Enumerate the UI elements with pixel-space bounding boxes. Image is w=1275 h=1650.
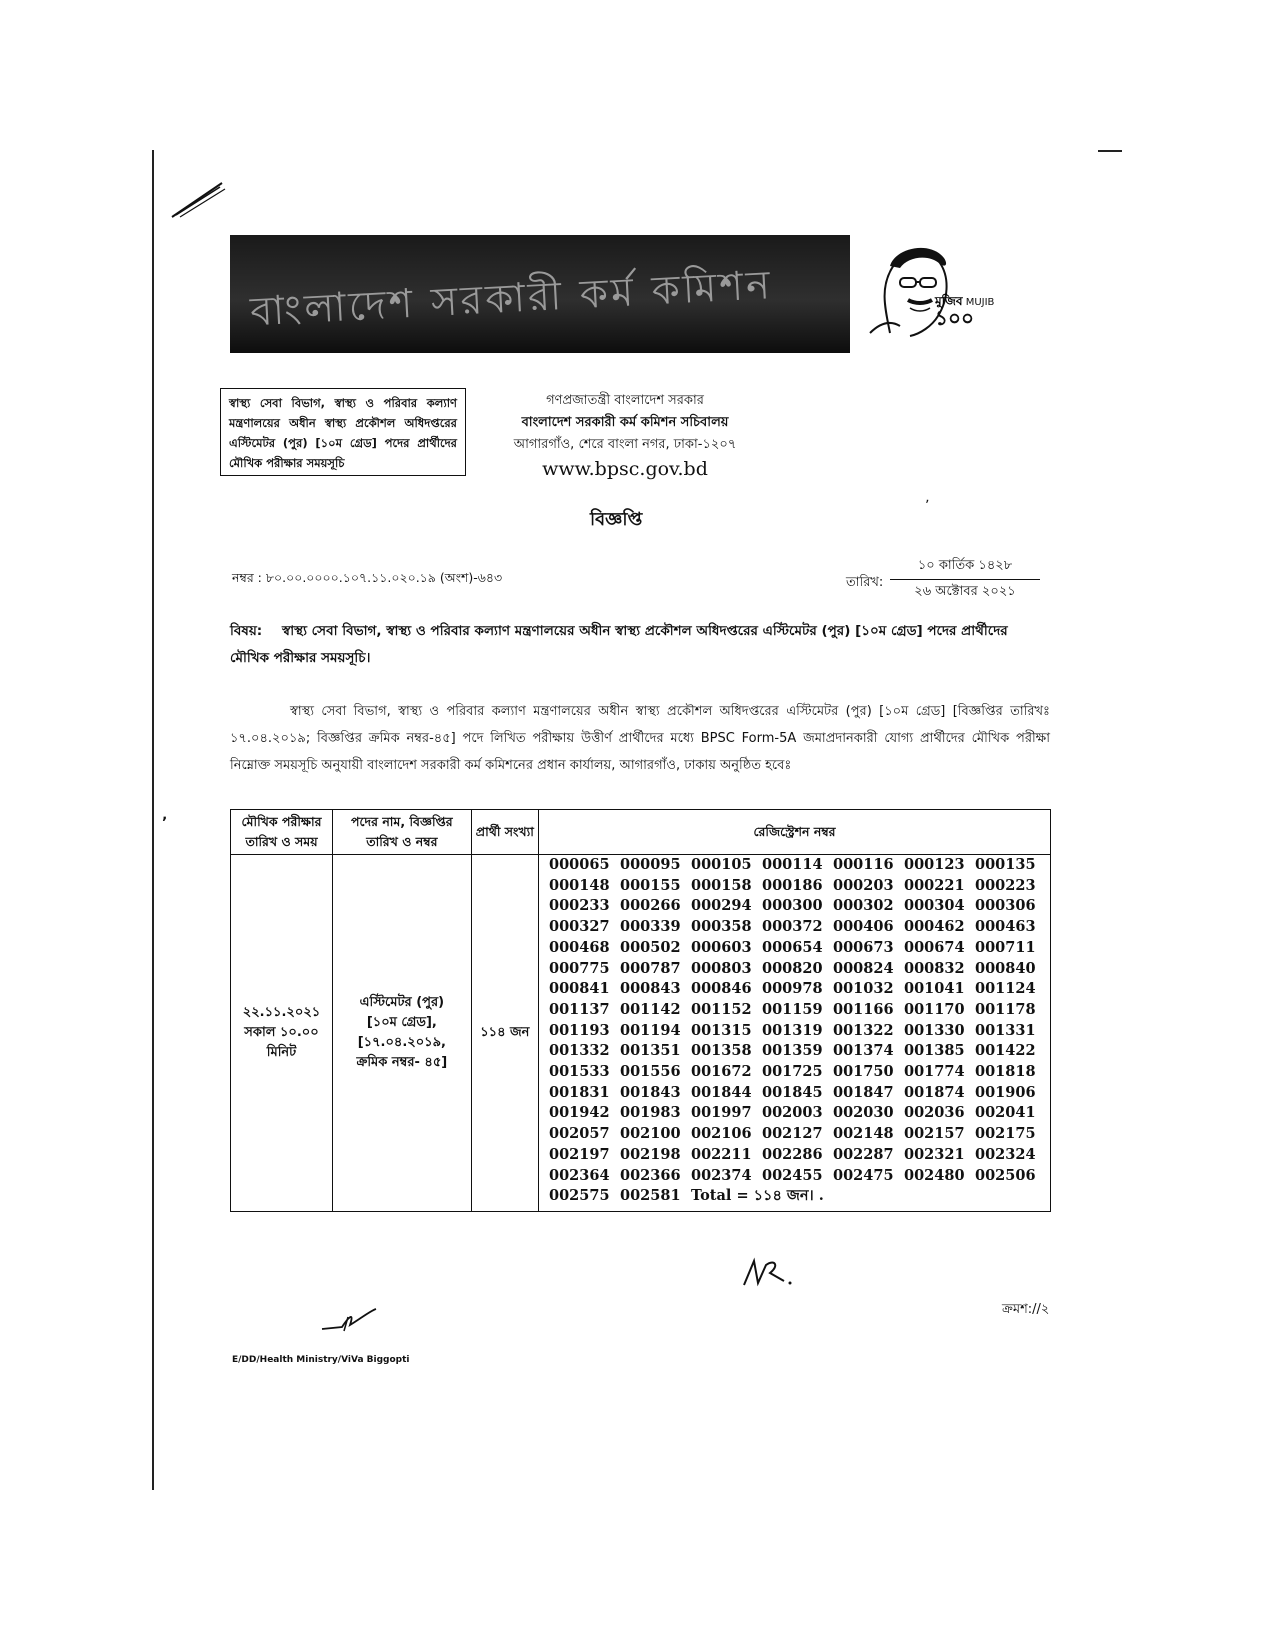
registration-number: 001142	[620, 1000, 681, 1018]
registration-number: 002321	[904, 1145, 965, 1163]
registration-number: 001818	[975, 1063, 1036, 1081]
registration-number: 000158	[691, 876, 752, 894]
registration-number: 000233	[549, 897, 610, 915]
registration-number: 000327	[549, 918, 610, 936]
registration-number: 001166	[833, 1000, 894, 1018]
registration-number: 000462	[904, 918, 965, 936]
notice-paragraph: স্বাস্থ্য সেবা বিভাগ, স্বাস্থ্য ও পরিবার কল্যাণ মন্ত্রণালয়ের অধীন স্বাস্থ্য প্রকৌশল অধিদপ্তরের এস্টিমেটর (পুর) [১০ম গ্রেড] [বিজ্ঞপ্তির তারিখঃ ১৭.০৪.২০১৯; বিজ্ঞপ্তির ক্রমিক নম্বর-৪৫] পদে লিখিত পরীক্ষায় উত্তীর্ণ প্রার্থীদের মধ্যে BPSC Form-5A জমাপ্রদানকারী যোগ্য প্রার্থীদের মৌখিক পরীক্ষা নিম্নোক্ত সময়সূচি অনুযায়ী বাংলাদেশ সরকারী কর্ম কমিশনের প্রধান কার্যালয়, আগারগাঁও, ঢাকায় অনুষ্ঠিত হবেঃ	[230, 704, 1050, 773]
registration-number: 002197	[549, 1145, 610, 1163]
government-name: গণপ্রজাতন্ত্রী বাংলাদেশ সরকার	[546, 393, 704, 408]
mujib-logo-number: ১০০	[935, 306, 974, 330]
registration-number: 001874	[904, 1083, 965, 1101]
registration-number: 001906	[975, 1083, 1036, 1101]
registration-number: 000339	[620, 918, 681, 936]
registration-number: 000358	[691, 918, 752, 936]
commission-banner	[230, 235, 850, 353]
office-address: আগারগাঁও, শেরে বাংলা নগর, ঢাকা-১২০৭	[513, 437, 737, 452]
registration-number: 000843	[620, 980, 681, 998]
registration-number: 002100	[620, 1125, 681, 1143]
registration-number: 000841	[549, 980, 610, 998]
registration-number: 000223	[975, 876, 1036, 894]
letterhead	[500, 390, 750, 482]
banner-org-name: বাংলাদেশ সরকারী কর্ম কমিশন	[249, 262, 775, 336]
registration-number: 000114	[762, 856, 823, 873]
registration-number: 002157	[904, 1125, 965, 1143]
mujib-100-badge	[935, 295, 994, 328]
registration-number: 001997	[691, 1104, 752, 1122]
header-candidate-count: প্রার্থী সংখ্যা	[471, 810, 538, 855]
table-header-row	[231, 810, 1051, 855]
registration-number: 002057	[549, 1125, 610, 1143]
registration-number: 000846	[691, 980, 752, 998]
registration-number: 000302	[833, 897, 894, 915]
registration-number: 002480	[904, 1166, 965, 1184]
post-serial: ক্রমিক নম্বর- ৪৫]	[356, 1054, 448, 1070]
registration-number: 001774	[904, 1063, 965, 1081]
registration-number: 000803	[691, 959, 752, 977]
schedule-table	[230, 809, 1051, 1212]
registration-number: 000266	[620, 897, 681, 915]
registration-number: 001194	[620, 1021, 681, 1039]
registration-number: 000372	[762, 918, 823, 936]
memo-number: নম্বর : ৮০.০০.০০০০.১০৭.১১.০২০.১৯ (অংশ)-৬৪৩	[232, 570, 503, 585]
registration-number: 002324	[975, 1145, 1036, 1163]
registration-number: 001385	[904, 1042, 965, 1060]
notice-title: বিজ্ঞপ্তি	[590, 509, 643, 530]
registration-number: 001672	[691, 1063, 752, 1081]
footer-file-reference: E/DD/Health Ministry/ViVa Biggopti	[232, 1355, 410, 1365]
exam-time-unit: মিনিট	[266, 1044, 297, 1060]
registration-number: 000306	[975, 897, 1036, 915]
registration-number: 001533	[549, 1063, 610, 1081]
registration-number: 000840	[975, 959, 1036, 977]
registration-number: 000116	[833, 856, 894, 873]
mujib-logo-latin: MUJIB	[965, 297, 995, 308]
header-post-name: পদের নাম, বিজ্ঞপ্তির তারিখ ও নম্বর	[333, 810, 472, 855]
exam-date-cell	[231, 855, 333, 1212]
registration-number: 002287	[833, 1145, 894, 1163]
registration-number: 002127	[762, 1125, 823, 1143]
registration-number: 001359	[762, 1042, 823, 1060]
date-label: তারিখ:	[846, 575, 884, 590]
registration-number: 002575	[549, 1187, 610, 1205]
registration-number: 002581	[620, 1187, 681, 1205]
memo-date	[890, 556, 1040, 603]
registration-number: 001159	[762, 1000, 823, 1018]
registration-number: 000832	[904, 959, 965, 977]
registration-number: 002211	[691, 1145, 752, 1163]
date-bangla: ১০ কার্তিক ১৪২৮	[890, 556, 1040, 580]
registration-number: 002148	[833, 1125, 894, 1143]
registration-number: 000406	[833, 918, 894, 936]
registration-number: 002003	[762, 1104, 823, 1122]
registration-numbers-cell	[539, 855, 1051, 1212]
registration-number: 002455	[762, 1166, 823, 1184]
registration-number: 002175	[975, 1125, 1036, 1143]
registration-number: 001332	[549, 1042, 610, 1060]
registration-number: 000674	[904, 938, 965, 956]
registration-number: 000095	[620, 856, 681, 873]
registration-number: 002286	[762, 1145, 823, 1163]
registration-number: 000065	[549, 856, 610, 873]
registration-number: 000824	[833, 959, 894, 977]
registration-number: 002036	[904, 1104, 965, 1122]
registration-number: 000775	[549, 959, 610, 977]
subject-line	[230, 618, 1030, 672]
candidate-count: ১১৪ জন	[480, 1024, 530, 1040]
registration-number: 001556	[620, 1063, 681, 1081]
registration-number: 001831	[549, 1083, 610, 1101]
registration-number: 002506	[975, 1166, 1036, 1184]
registration-number: 001750	[833, 1063, 894, 1081]
registration-number: 002198	[620, 1145, 681, 1163]
registration-number: 001152	[691, 1000, 752, 1018]
website-link[interactable]: www.bpsc.gov.bd	[542, 458, 708, 480]
header-exam-date: মৌখিক পরীক্ষার তারিখ ও সময়	[231, 810, 333, 855]
total-candidates: Total = ১১৪ জন। .	[691, 1187, 824, 1205]
exam-time: সকাল ১০.০০	[244, 1024, 319, 1040]
registration-number: 000502	[620, 938, 681, 956]
registration-number: 000304	[904, 897, 965, 915]
post-name: এস্টিমেটর (পুর)	[359, 994, 445, 1010]
post-ad-date: [১৭.০৪.২০১৯,	[357, 1034, 446, 1050]
registration-number: 001847	[833, 1083, 894, 1101]
continuation-mark: ক্রমশ://২	[1002, 1302, 1050, 1317]
registration-number: 001032	[833, 980, 894, 998]
registration-number: 001374	[833, 1042, 894, 1060]
registration-number: 002030	[833, 1104, 894, 1122]
exam-date: ২২.১১.২০২১	[242, 1004, 321, 1020]
registration-number: 000787	[620, 959, 681, 977]
subject-text: স্বাস্থ্য সেবা বিভাগ, স্বাস্থ্য ও পরিবার কল্যাণ মন্ত্রণালয়ের অধীন স্বাস্থ্য প্রকৌশল অধিদপ্তরের এস্টিমেটর (পুর) [১০ম গ্রেড] পদের প্রার্থীদের মৌখিক পরীক্ষার সময়সূচি।	[230, 623, 1008, 666]
date-gregorian: ২৬ অক্টোবর ২০২১	[914, 584, 1016, 599]
post-cell	[333, 855, 472, 1212]
registration-number: 001845	[762, 1083, 823, 1101]
candidate-count-cell	[471, 855, 538, 1212]
registration-number: 000203	[833, 876, 894, 894]
header-registration-numbers: রেজিস্ট্রেশন নম্বর	[539, 810, 1051, 855]
registration-number: 001124	[975, 980, 1036, 998]
registration-number: 000711	[975, 938, 1036, 956]
registration-number-grid	[549, 855, 1046, 1207]
mujib-logo-text: মুজিব	[935, 294, 963, 308]
registration-number: 001193	[549, 1021, 610, 1039]
registration-number: 002374	[691, 1166, 752, 1184]
registration-number: 001351	[620, 1042, 681, 1060]
registration-number: 000673	[833, 938, 894, 956]
registration-number: 000135	[975, 856, 1036, 873]
registration-number: 002106	[691, 1125, 752, 1143]
registration-number: 000294	[691, 897, 752, 915]
registration-number: 002366	[620, 1166, 681, 1184]
registration-number: 001358	[691, 1042, 752, 1060]
registration-number: 001843	[620, 1083, 681, 1101]
registration-number: 000468	[549, 938, 610, 956]
registration-number: 000123	[904, 856, 965, 873]
signature-mark	[740, 1255, 800, 1295]
registration-number: 001319	[762, 1021, 823, 1039]
registration-number: 000148	[549, 876, 610, 894]
subject-label: বিষয়:	[230, 623, 263, 639]
registration-number: 001041	[904, 980, 965, 998]
initial-signature	[320, 1305, 380, 1335]
registration-number: 000820	[762, 959, 823, 977]
margin-tick: ʼ	[162, 815, 168, 831]
registration-number: 002041	[975, 1104, 1036, 1122]
registration-number: 000654	[762, 938, 823, 956]
tick-mark: ʼ	[925, 498, 930, 514]
registration-number: 000155	[620, 876, 681, 894]
registration-number: 000186	[762, 876, 823, 894]
registration-number: 002475	[833, 1166, 894, 1184]
table-row	[231, 855, 1051, 1212]
registration-number: 000978	[762, 980, 823, 998]
registration-number: 001137	[549, 1000, 610, 1018]
registration-number: 002364	[549, 1166, 610, 1184]
registration-number: 001983	[620, 1104, 681, 1122]
secretariat-name: বাংলাদেশ সরকারী কর্ম কমিশন সচিবালয়	[521, 415, 729, 430]
registration-number: 001331	[975, 1021, 1036, 1039]
registration-number: 001422	[975, 1042, 1036, 1060]
registration-number: 001322	[833, 1021, 894, 1039]
registration-number: 001330	[904, 1021, 965, 1039]
registration-number: 000300	[762, 897, 823, 915]
registration-number: 001315	[691, 1021, 752, 1039]
page-edge-mark	[1098, 150, 1122, 152]
pen-stroke-mark	[170, 175, 230, 220]
registration-number: 001942	[549, 1104, 610, 1122]
registration-number: 001844	[691, 1083, 752, 1101]
registration-number: 000603	[691, 938, 752, 956]
registration-number: 001725	[762, 1063, 823, 1081]
registration-number: 000221	[904, 876, 965, 894]
page-margin-line	[152, 150, 154, 1490]
post-grade: [১০ম গ্রেড],	[366, 1014, 437, 1030]
registration-number: 000463	[975, 918, 1036, 936]
subject-summary-box: স্বাস্থ্য সেবা বিভাগ, স্বাস্থ্য ও পরিবার কল্যাণ মন্ত্রণালয়ের অধীন স্বাস্থ্য প্রকৌশল অধিদপ্তরের এস্টিমেটর (পুর) [১০ম গ্রেড] পদের প্রার্থীদের মৌখিক পরীক্ষার সময়সূচি	[220, 388, 466, 476]
registration-number: 001178	[975, 1000, 1036, 1018]
registration-number: 000105	[691, 856, 752, 873]
registration-number: 001170	[904, 1000, 965, 1018]
